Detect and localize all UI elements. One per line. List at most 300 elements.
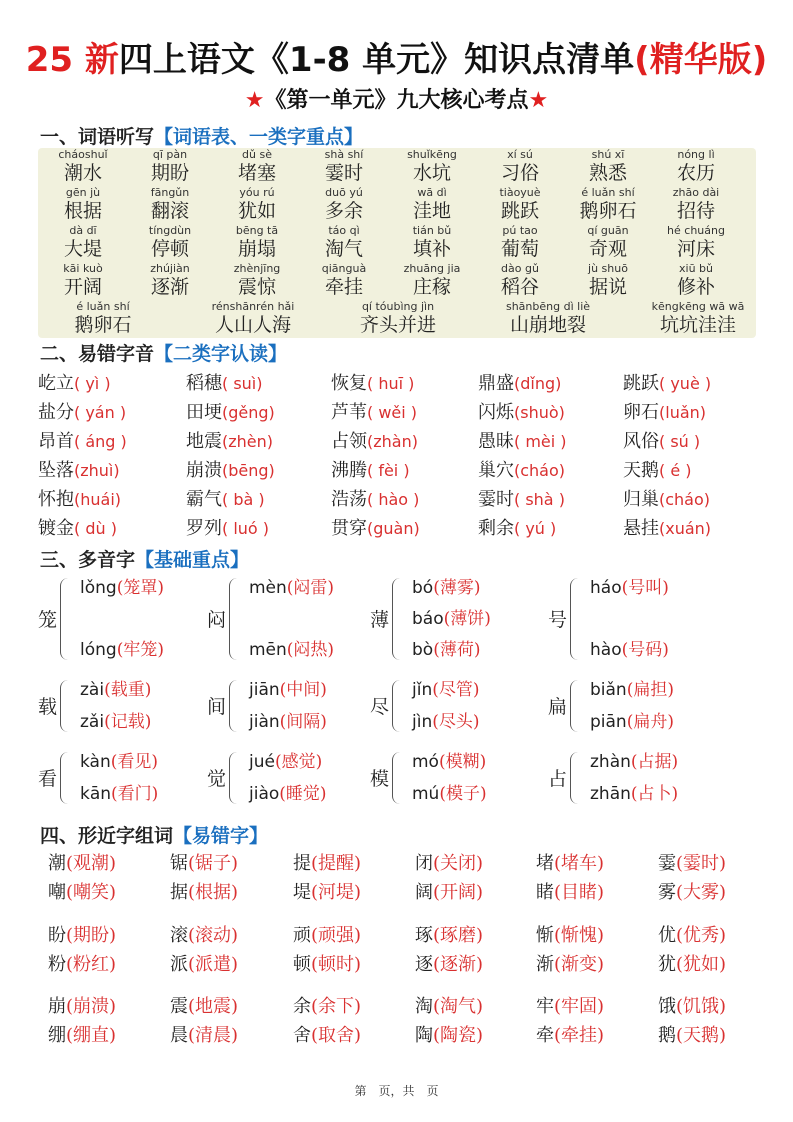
character: 犹 [658,954,676,975]
subtitle [0,86,793,116]
word: 怀抱 [38,489,74,510]
character: 顿 [293,954,311,975]
pinyin: pú tao [502,224,538,237]
pinyin: bò [412,640,434,660]
word: 熟悉 [588,162,627,184]
similar-item [48,879,116,907]
pinyin: xí sú [507,148,533,161]
polyphone-reading [412,750,486,774]
similar-item [415,879,483,907]
polyphone-reading [412,607,491,631]
word: (薄荷) [433,640,481,660]
word: 奇观 [588,238,627,260]
section-heading-pronunciation: 二、易错字音【二类字认读】 [40,343,288,365]
pinyin: ( yán ) [74,403,127,422]
similar-item [536,1022,604,1050]
pinyin: shú xī [591,148,625,161]
polyphone-reading [249,750,322,774]
similar-row [48,951,778,979]
similar-item [170,922,238,950]
polyphone-char: 看 [38,768,58,790]
pinyin: xiū bǔ [679,262,713,275]
word: (间隔) [279,712,327,732]
vocab-item [33,225,133,261]
word: 洼地 [412,200,451,222]
vocab-row [38,149,756,187]
vocab-row [38,187,756,225]
pinyin: (xuán) [659,519,712,538]
character: 潮 [48,853,66,874]
vocab-item [343,301,453,337]
character: 闭 [415,853,433,874]
similar-item [170,850,238,878]
word: 招待 [676,200,715,222]
word: (顿时) [311,954,362,975]
mispronounce-item [623,428,700,456]
pinyin: ( yú ) [514,519,557,538]
pinyin: (cháo) [659,490,711,509]
word: (余下) [311,996,362,1017]
pinyin: ( dù ) [74,519,117,538]
pinyin: qī pàn [152,148,188,161]
mispronounce-item [623,370,711,398]
pinyin: jiàn [249,712,280,732]
section-heading-dictation: 一、词语听写【词语表、一类字重点】 [40,126,364,148]
polyphone-reading [412,782,487,806]
mispronounce-item [331,428,418,456]
word: (目睹) [554,882,605,903]
character: 淘 [415,996,433,1017]
word: 罗列 [186,518,222,539]
word: 鹅卵石 [579,200,637,222]
word: 震惊 [237,276,276,298]
vocab-item [493,301,603,337]
word: (占据) [630,752,679,772]
word: (粉红) [66,954,117,975]
word: (顽强) [311,925,362,946]
word: 霎时 [324,162,363,184]
polyphone-entry [370,678,540,734]
similar-item [658,922,726,950]
brace-icon [392,578,403,660]
word: (牢笼) [116,640,164,660]
word: 齐头并进 [359,314,436,336]
word: 跳跃 [500,200,539,222]
polyphone-reading [80,576,164,600]
mispronounce-item [623,457,692,485]
similar-item [415,951,483,979]
word: (嘲笑) [66,882,117,903]
pinyin: qí tóubìng jìn [361,300,435,313]
pinyin: kāi kuò [63,262,103,275]
star-icon: ★ [244,88,265,113]
word: 恢复 [331,373,367,394]
pinyin: dǔ sè [242,148,272,161]
page-footer: 第 页，共 页 [354,1084,439,1098]
word: 根据 [63,200,102,222]
word: (睡觉) [279,784,327,804]
mispronounce-item [38,370,111,398]
pinyin: fāngǔn [150,186,190,199]
character: 饿 [658,996,676,1017]
similar-item [48,951,116,979]
polyphone-reading [80,750,158,774]
word: (锯子) [188,853,239,874]
pinyin: jiān [249,680,280,700]
section-heading-similar-chars: 四、形近字组词【易错字】 [40,825,269,847]
brace-icon [570,752,581,804]
pinyin: kān [80,784,112,804]
pinyin: báo [412,609,444,629]
similar-item [658,993,726,1021]
word: (看见) [110,752,159,772]
word: 霎时 [478,489,514,510]
pinyin: (bēng) [222,461,275,480]
polyphone-reading [80,710,151,734]
word: (清晨) [188,1025,239,1046]
brace-icon [392,752,403,804]
pinyin: (dǐng) [514,374,562,393]
polyphone-reading [249,576,334,600]
pinyin: (zhàn) [367,432,418,451]
similar-row [48,1022,778,1050]
title-new: 新 [84,40,119,80]
pinyin: jù shuō [588,262,628,275]
word: (派遣) [188,954,239,975]
pinyin: ( fèi ) [367,461,410,480]
polyphone-reading [412,710,480,734]
polyphone-char: 觉 [207,768,227,790]
similar-item [536,879,604,907]
word: 鼎盛 [478,373,514,394]
word: 逐渐 [150,276,189,298]
brace-icon [392,680,403,732]
pinyin: cháoshuǐ [58,148,108,161]
similar-item [658,850,726,878]
mispronounce-item [38,486,121,514]
vocab-item [382,225,482,261]
word: 坑坑洼洼 [659,314,736,336]
character: 牵 [536,1025,554,1046]
word: 葡萄 [500,238,539,260]
vocab-item [646,263,746,299]
polyphone-reading [590,638,669,662]
vocab-item [207,263,307,299]
pinyin: jǐn [412,680,433,700]
word: 盐分 [38,402,74,423]
similar-item [658,879,726,907]
pinyin: tíngdùn [148,224,192,237]
pinyin: (luǎn) [659,403,707,422]
pinyin: jìn [412,712,433,732]
polyphone-char: 号 [548,609,568,631]
brace-icon [229,680,240,732]
character: 震 [170,996,188,1017]
word: (取舍) [311,1025,362,1046]
pinyin: tián bǔ [412,224,452,237]
pinyin: dà dī [69,224,97,237]
word: 风俗 [623,431,659,452]
character: 优 [658,925,676,946]
word: (堵车) [554,853,605,874]
pinyin: mú [412,784,440,804]
word: 占领 [331,431,367,452]
word: 芦苇 [331,402,367,423]
vocab-item [294,149,394,185]
pinyin: mèn [249,578,287,598]
word: 悬挂 [623,518,659,539]
polyphone-reading [249,782,327,806]
word: 贯穿 [331,518,367,539]
word: (关闭) [433,853,484,874]
pinyin: zǎi [80,712,105,732]
pinyin: jué [249,752,275,772]
page-title [0,38,793,82]
pinyin: táo qì [328,224,360,237]
word: (淘气) [433,996,484,1017]
similar-item [536,922,604,950]
mispronounce-row [38,428,768,456]
similar-item [658,1022,726,1050]
word: 庄稼 [412,276,451,298]
character: 牢 [536,996,554,1017]
character: 堤 [293,882,311,903]
mispronounce-item [38,428,127,456]
word: (占卜) [630,784,679,804]
polyphone-char: 载 [38,696,58,718]
polyphone-entry [207,576,377,662]
vocab-item [382,187,482,223]
polyphone-reading [249,710,327,734]
character: 绷 [48,1025,66,1046]
similar-item [170,993,238,1021]
mispronounce-item [186,486,265,514]
pinyin: zài [80,680,105,700]
word: (扁舟) [626,712,674,732]
similar-item [415,1022,483,1050]
character: 晨 [170,1025,188,1046]
word: 鹅卵石 [74,314,132,336]
vocab-item [294,225,394,261]
word: 屹立 [38,373,74,394]
word: (提醒) [311,853,362,874]
character: 堵 [536,853,554,874]
word: 期盼 [150,162,189,184]
mispronounce-item [478,486,565,514]
pinyin: mēn [249,640,287,660]
mispronounce-item [331,370,414,398]
word: 浩荡 [331,489,367,510]
pinyin: ( yì ) [74,374,111,393]
word: (期盼) [66,925,117,946]
mispronounce-row [38,486,768,514]
similar-item [536,850,604,878]
mispronounce-item [478,370,561,398]
similar-item [293,993,361,1021]
character: 睹 [536,882,554,903]
vocab-item [120,149,220,185]
pinyin: ( bà ) [222,490,265,509]
word: (惭愧) [554,925,605,946]
pinyin: ( hào ) [367,490,420,509]
character: 嘲 [48,882,66,903]
pinyin: mó [412,752,439,772]
similar-item [293,850,361,878]
word: (中间) [279,680,327,700]
pinyin: zhújiàn [150,262,190,275]
pinyin: shà shí [324,148,364,161]
pinyin: shānbēng dì liè [505,300,591,313]
polyphone-char: 尽 [370,696,390,718]
word: (薄饼) [443,609,491,629]
word: 崩塌 [237,238,276,260]
vocab-item [646,149,746,185]
word: 修补 [676,276,715,298]
polyphone-entry [207,750,377,806]
word: (感觉) [274,752,323,772]
word: (牢固) [554,996,605,1017]
word: 开阔 [63,276,102,298]
vocab-table [38,148,756,338]
character: 惭 [536,925,554,946]
vocab-item [470,187,570,223]
pinyin: (cháo) [514,461,566,480]
polyphone-reading [80,782,158,806]
polyphone-reading [249,638,334,662]
word: 大堤 [63,238,102,260]
polyphone-reading [412,678,480,702]
vocab-item [48,301,158,337]
similar-item [170,879,238,907]
vocab-item [470,149,570,185]
mispronounce-item [38,457,120,485]
pinyin: lǒng [80,578,117,598]
character: 盼 [48,925,66,946]
word: 归巢 [623,489,659,510]
vocab-item [558,263,658,299]
word: 水坑 [412,162,451,184]
word: (大雾) [676,882,727,903]
word: 犹如 [237,200,276,222]
pinyin: lóng [80,640,117,660]
word: (逐渐) [433,954,484,975]
vocab-item [558,225,658,261]
vocab-item [646,225,746,261]
pinyin: (gěng) [222,403,275,422]
mispronounce-item [623,486,710,514]
word: (河堤) [311,882,362,903]
word: (琢磨) [433,925,484,946]
similar-row [48,879,778,907]
pinyin: é luǎn shí [581,186,635,199]
polyphone-entry [38,576,208,662]
word: 卵石 [623,402,659,423]
polyphone-entry [548,576,718,662]
character: 顽 [293,925,311,946]
word: 稻穗 [186,373,222,394]
character: 粉 [48,954,66,975]
similar-item [48,1022,116,1050]
pinyin: dào gǔ [501,262,539,275]
similar-item [48,922,116,950]
similar-row [48,922,778,950]
pinyin: shuǐkēng [407,148,457,161]
pinyin: zhènjīng [233,262,281,275]
mispronounce-item [478,399,565,427]
pinyin: bó [412,578,434,598]
mispronounce-item [478,428,567,456]
vocab-item [646,187,746,223]
word: 崩溃 [186,460,222,481]
word: 山崩地裂 [509,314,586,336]
mispronounce-item [186,370,263,398]
word: (开阔) [433,882,484,903]
polyphone-reading [590,710,674,734]
vocab-row [38,225,756,263]
pinyin: kàn [80,752,111,772]
pinyin: zhāo dài [672,186,720,199]
pinyin: wā dì [417,186,447,199]
word: (陶瓷) [433,1025,484,1046]
character: 派 [170,954,188,975]
word: (模糊) [438,752,487,772]
mispronounce-row [38,370,768,398]
vocab-item [558,149,658,185]
pinyin: é luǎn shí [76,300,130,313]
vocab-item [120,263,220,299]
pinyin: piān [590,712,627,732]
brace-icon [570,578,581,660]
polyphone-char: 闷 [207,609,227,631]
vocab-item [558,187,658,223]
polyphone-char: 薄 [370,609,390,631]
mispronounce-item [186,399,275,427]
pinyin: ( é ) [659,461,692,480]
vocab-item [207,149,307,185]
vocab-item [33,187,133,223]
mispronounce-item [623,399,706,427]
similar-item [658,951,726,979]
word: (看门) [111,784,159,804]
word: (尽头) [432,712,480,732]
word: (号码) [621,640,669,660]
mispronounce-row [38,457,768,485]
word: (崩溃) [66,996,117,1017]
word: (号叫) [621,578,669,598]
mispronounce-item [331,399,417,427]
pinyin: kēngkēng wā wā [651,300,745,313]
pinyin: ( suì) [222,374,263,393]
pinyin: hào [590,640,622,660]
vocab-row [38,301,756,339]
mispronounce-item [331,515,420,543]
polyphone-reading [590,750,678,774]
word: (地震) [188,996,239,1017]
title-edition: (精华版) [634,40,768,80]
mispronounce-item [331,486,419,514]
word: 填补 [412,238,451,260]
section-heading-polyphones: 三、多音字【基础重点】 [40,549,250,571]
word: 跳跃 [623,373,659,394]
pinyin: hé chuáng [667,224,725,237]
similar-item [48,850,116,878]
brace-icon [60,680,71,732]
word: (霎时) [676,853,727,874]
vocab-item [33,263,133,299]
word: 昂首 [38,431,74,452]
vocab-item [470,225,570,261]
character: 琢 [415,925,433,946]
